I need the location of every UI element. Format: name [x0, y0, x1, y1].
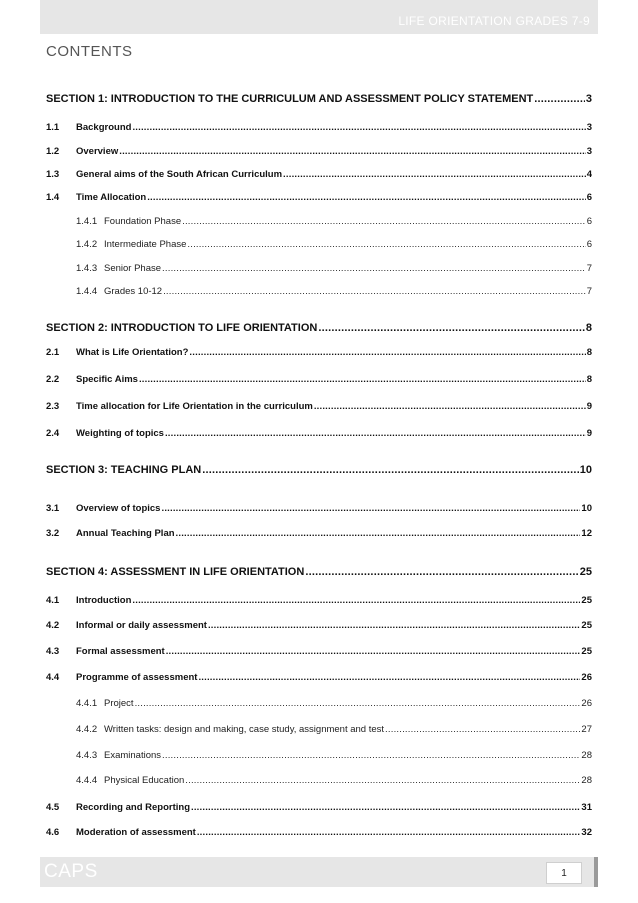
header-band — [40, 0, 598, 34]
toc-dot-leader — [305, 566, 578, 578]
footer-edge — [594, 857, 598, 887]
toc-page-number: 3 — [586, 122, 592, 133]
toc-dot-leader — [191, 802, 580, 813]
toc-number: 3.2 — [46, 528, 60, 539]
toc-number: 4.3 — [46, 646, 60, 657]
toc-page-number: 25 — [581, 595, 592, 606]
toc-row — [46, 93, 592, 105]
toc-title: SECTION 3: TEACHING PLAN — [46, 464, 202, 476]
toc-number: 4.2 — [46, 620, 60, 631]
toc-page-number: 8 — [586, 374, 592, 385]
toc-dot-leader — [139, 374, 586, 385]
toc-row — [46, 347, 592, 358]
toc-page-number: 25 — [581, 620, 592, 631]
toc-number: 4.5 — [46, 802, 60, 813]
toc-page-number: 3 — [585, 93, 592, 105]
footer-caps-label: CAPS — [44, 861, 98, 882]
toc-page-number: 8 — [586, 347, 592, 358]
toc-dot-leader — [197, 827, 581, 838]
toc-dot-leader — [132, 122, 585, 133]
toc-row — [76, 286, 592, 297]
toc-dot-leader — [314, 401, 586, 412]
toc-number: 3.1 — [46, 503, 60, 514]
toc-row — [46, 620, 592, 631]
toc-title: Background — [76, 122, 132, 133]
toc-page-number: 6 — [586, 216, 592, 227]
toc-page-number: 27 — [581, 724, 592, 735]
toc-page-number: 10 — [579, 464, 592, 476]
toc-row — [46, 322, 592, 334]
toc-row — [46, 169, 592, 180]
toc-dot-leader — [166, 646, 581, 657]
toc-row — [46, 646, 592, 657]
toc-row — [76, 216, 592, 227]
toc-page-number: 9 — [586, 428, 592, 439]
toc-page-number: 28 — [581, 750, 592, 761]
toc-page-number: 3 — [586, 146, 592, 157]
toc-row — [46, 595, 592, 606]
toc-number: 4.4 — [46, 672, 60, 683]
toc-number: 1.1 — [46, 122, 60, 133]
toc-dot-leader — [161, 503, 580, 514]
toc-dot-leader — [163, 286, 586, 297]
toc-row — [76, 698, 592, 709]
toc-row — [46, 672, 592, 683]
toc-page-number: 8 — [585, 322, 592, 334]
toc-page-number: 25 — [579, 566, 592, 578]
toc-page-number: 28 — [581, 775, 592, 786]
toc-number: 4.1 — [46, 595, 60, 606]
toc-title: Time allocation for Life Orientation in the curriculum — [76, 401, 313, 412]
toc-number: 1.4.1 — [76, 216, 98, 227]
toc-number: 4.6 — [46, 827, 60, 838]
toc-row — [76, 750, 592, 761]
toc-dot-leader — [176, 528, 581, 539]
toc-row — [46, 503, 592, 514]
toc-number: 1.4.4 — [76, 286, 98, 297]
toc-dot-leader — [189, 347, 585, 358]
toc-title: Annual Teaching Plan — [76, 528, 175, 539]
toc-page-number: 12 — [581, 528, 592, 539]
toc-dot-leader — [147, 192, 585, 203]
toc-row — [46, 566, 592, 578]
toc-page-number: 32 — [581, 827, 592, 838]
toc-title: Examinations — [104, 750, 162, 761]
toc-number: 4.4.1 — [76, 698, 98, 709]
toc-dot-leader — [534, 93, 585, 105]
toc-number: 1.4 — [46, 192, 60, 203]
toc-title: Weighting of topics — [76, 428, 164, 439]
toc-number: 4.4.2 — [76, 724, 98, 735]
toc-page-number: 10 — [581, 503, 592, 514]
toc-number: 2.3 — [46, 401, 60, 412]
toc-dot-leader — [132, 595, 580, 606]
toc-row — [46, 401, 592, 412]
toc-number: 2.1 — [46, 347, 60, 358]
toc-title: SECTION 2: INTRODUCTION TO LIFE ORIENTATION — [46, 322, 318, 334]
toc-title: Overview of topics — [76, 503, 161, 514]
toc-number: 4.4.3 — [76, 750, 98, 761]
toc-number: 1.3 — [46, 169, 60, 180]
toc-dot-leader — [283, 169, 586, 180]
toc-row — [46, 528, 592, 539]
toc-title: SECTION 4: ASSESSMENT IN LIFE ORIENTATION — [46, 566, 305, 578]
toc-title: Recording and Reporting — [76, 802, 190, 813]
toc-page-number: 26 — [581, 672, 592, 683]
toc-title: Grades 10-12 — [104, 286, 163, 297]
toc-title: SECTION 1: INTRODUCTION TO THE CURRICULUM AND ASSESSMENT POLICY STATEMENT — [46, 93, 534, 105]
toc-row — [76, 775, 592, 786]
toc-number: 2.2 — [46, 374, 60, 385]
toc-title: Overview — [76, 146, 119, 157]
header-title: LIFE ORIENTATION GRADES 7-9 — [398, 14, 590, 28]
toc-number: 1.4.2 — [76, 239, 98, 250]
toc-row — [46, 146, 592, 157]
toc-row — [46, 374, 592, 385]
toc-page-number: 7 — [586, 263, 592, 274]
toc-row — [46, 827, 592, 838]
toc-number: 4.4.4 — [76, 775, 98, 786]
toc-title: Project — [104, 698, 134, 709]
toc-dot-leader — [135, 698, 581, 709]
toc-title: Foundation Phase — [104, 216, 182, 227]
toc-page-number: 4 — [586, 169, 592, 180]
toc-number: 2.4 — [46, 428, 60, 439]
toc-row — [46, 428, 592, 439]
toc-number: 1.4.3 — [76, 263, 98, 274]
toc-row — [46, 802, 592, 813]
toc-title: Senior Phase — [104, 263, 162, 274]
toc-dot-leader — [162, 263, 586, 274]
toc-page-number: 6 — [586, 192, 592, 203]
toc-row — [76, 263, 592, 274]
toc-dot-leader — [318, 322, 585, 334]
toc-row — [46, 122, 592, 133]
toc-number: 1.2 — [46, 146, 60, 157]
toc-dot-leader — [162, 750, 580, 761]
toc-title: Introduction — [76, 595, 132, 606]
toc-page-number: 6 — [586, 239, 592, 250]
toc-row — [76, 724, 592, 735]
toc-dot-leader — [185, 775, 580, 786]
toc-dot-leader — [187, 239, 585, 250]
toc-dot-leader — [208, 620, 580, 631]
toc-page-number: 31 — [581, 802, 592, 813]
toc-page-number: 25 — [581, 646, 592, 657]
toc-title: Informal or daily assessment — [76, 620, 207, 631]
toc-dot-leader — [385, 724, 580, 735]
contents-title: CONTENTS — [46, 43, 133, 60]
toc-title: Programme of assessment — [76, 672, 198, 683]
toc-dot-leader — [198, 672, 580, 683]
toc-title: Written tasks: design and making, case study, assignment and test — [104, 724, 385, 735]
toc-row — [46, 464, 592, 476]
toc-title: Specific Aims — [76, 374, 138, 385]
page-number: 1 — [546, 862, 582, 884]
toc-title: General aims of the South African Curriculum — [76, 169, 283, 180]
toc-page-number: 26 — [581, 698, 592, 709]
toc-title: Moderation of assessment — [76, 827, 196, 838]
toc-dot-leader — [182, 216, 586, 227]
toc-title: Physical Education — [104, 775, 185, 786]
toc-dot-leader — [119, 146, 585, 157]
toc-page-number: 7 — [586, 286, 592, 297]
toc-row — [46, 192, 592, 203]
toc-dot-leader — [165, 428, 586, 439]
toc-title: What is Life Orientation? — [76, 347, 189, 358]
toc-row — [76, 239, 592, 250]
toc-page-number: 9 — [586, 401, 592, 412]
toc-dot-leader — [202, 464, 579, 476]
toc-title: Intermediate Phase — [104, 239, 187, 250]
toc-title: Formal assessment — [76, 646, 165, 657]
toc-title: Time Allocation — [76, 192, 147, 203]
footer-band — [40, 857, 598, 887]
